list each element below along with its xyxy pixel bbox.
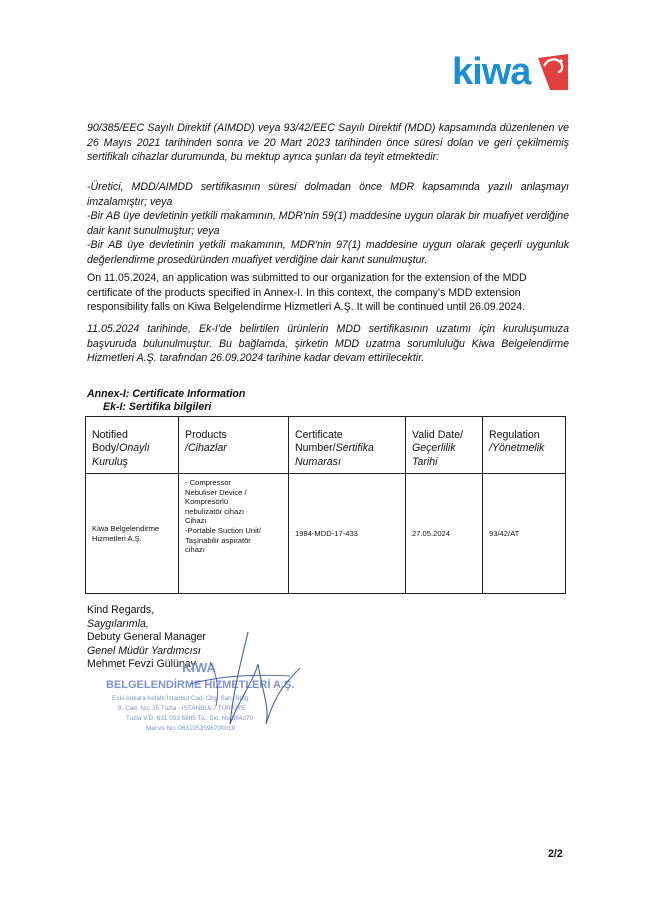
- condition-3: -Bir AB üye devletinin yetkili makamının, MDR'nin 97(1) maddesine uygun olarak geçerli uygunluk değerlendirme prosedüründen muafiyet verdiğine dair kanıt sunulmuştur.: [87, 239, 569, 266]
- product-line: Cihazı: [185, 516, 207, 526]
- conditions-list: [87, 180, 569, 268]
- extension-paragraph-en: [87, 271, 569, 315]
- stamp-line: Mersis No: 0631053598700019: [146, 725, 236, 732]
- annex-title-tr: Ek-I: Sertifika bilgileri: [103, 401, 212, 413]
- product-line: - Compressor: [185, 478, 231, 487]
- condition-2: -Bir AB üye devletinin yetkili makamının, MDR'nin 59(1) maddesine uygun olarak bir muafiyet verdiğine dair kanıt sunulmuştur; veya: [87, 210, 569, 237]
- title-en: Debuty General Manager: [87, 631, 206, 644]
- signer-name: Mehmet Fevzi Gülünay: [87, 658, 196, 671]
- closing-tr: Saygılarımla,: [87, 617, 149, 630]
- header-notified-body: Notified Body/Onaylı Kuruluş: [86, 417, 179, 474]
- intro-paragraph: [87, 121, 569, 165]
- stamp-line: Eski Ankara Asfaltı İstanbul Cad. Org. San. Bölg.: [112, 695, 250, 702]
- header-certificate-number: Certificate Number/Sertifika Numarası: [289, 417, 406, 474]
- product-line: cihazı: [185, 545, 205, 555]
- title-tr: Genel Müdür Yardımcısı: [87, 644, 201, 657]
- stamp-line: KIWA: [182, 660, 216, 675]
- product-line: Taşınabilir aspiratör: [185, 535, 251, 545]
- annex-title-en: Annex-I: Certificate Information: [87, 388, 246, 400]
- page-number: 2/2: [548, 848, 563, 860]
- extension-text-tr: 11.05.2024 tarihinde, Ek-I'de belirtilen ürünlerin MDD sertifikasının uzatımı için kuruluşumuza başvuruda bulunulmuştur. Bu bağlamda, şirketin MDD uzatma sorumluluğu Kiwa Belgelendirme Hizmetleri A.Ş. tarafından 26.09.2024 tarihine kadar devam ettirilecektir.: [87, 323, 569, 365]
- product-line: Kompresörlü: [185, 497, 229, 507]
- product-line: nebulizatör cihazı: [185, 506, 245, 516]
- handwritten-signature: [150, 628, 310, 738]
- stamp-line: Tuzla V.D. 631 053 5985 Tic. Sic. No:384270: [126, 715, 254, 722]
- header-regulation: Regulation /Yönetmelik: [483, 417, 566, 474]
- condition-1: -Üretici, MDD/AIMDD sertifikasının süresi dolmadan önce MDR kapsamında yazılı anlaşmayı imzalamıştır; veya: [87, 181, 569, 208]
- kiwa-logo: [452, 48, 570, 94]
- stamp-line: 9. Cad. No: 15 Tuzla - İSTANBUL / TÜRKİYE: [118, 705, 246, 712]
- header-products: Products /Cihazlar: [179, 417, 289, 474]
- stamp-line: BELGELENDİRME HİZMETLERİ A.Ş.: [106, 679, 295, 691]
- cell-regulation: 93/42/AT: [483, 474, 566, 594]
- product-line: -Portable Suction Unit/: [185, 525, 261, 535]
- table-row: [86, 474, 566, 594]
- table-header-row: [86, 417, 566, 474]
- cell-products: [179, 474, 289, 594]
- logo-mark-icon: [536, 52, 570, 92]
- header-valid-date: Valid Date/ Geçerlilik Tarihi: [406, 417, 483, 474]
- cell-certificate-number: 1984-MDD-17-433: [289, 474, 406, 594]
- logo-text: kiwa: [452, 51, 531, 93]
- product-line: Nebuliser Device /: [185, 487, 247, 497]
- extension-paragraph-tr: [87, 322, 569, 366]
- cell-notified-body: Kiwa Belgelendirme Hizmetleri A.Ş.: [86, 474, 179, 594]
- cell-valid-date: 27.05.2024: [406, 474, 483, 594]
- intro-text: 90/385/EEC Sayılı Direktif (AIMDD) veya 93/42/EEC Sayılı Direktif (MDD) kapsamında düzenlenen ve 26 Mayıs 2021 tarihinden sonra ve 20 Mart 2023 tarihinden önce süresi dolan ve geri çekilmemiş sertifikalı cihazlar durumunda, bu mektup ayrıca şunları da teyit etmektedir:: [87, 122, 569, 164]
- closing-en: Kind Regards,: [87, 604, 155, 616]
- certificate-table: [85, 416, 566, 594]
- extension-text-en: On 11.05.2024, an application was submitted to our organization for the extension of the MDD certificate of the products specified in Annex-I. In this context, the company's MDD extension responsibility falls on Kiwa Belgelendirme Hizmetleri A.Ş. It will be continued until 26.09.2024.: [87, 272, 527, 314]
- annex-heading: [87, 388, 245, 414]
